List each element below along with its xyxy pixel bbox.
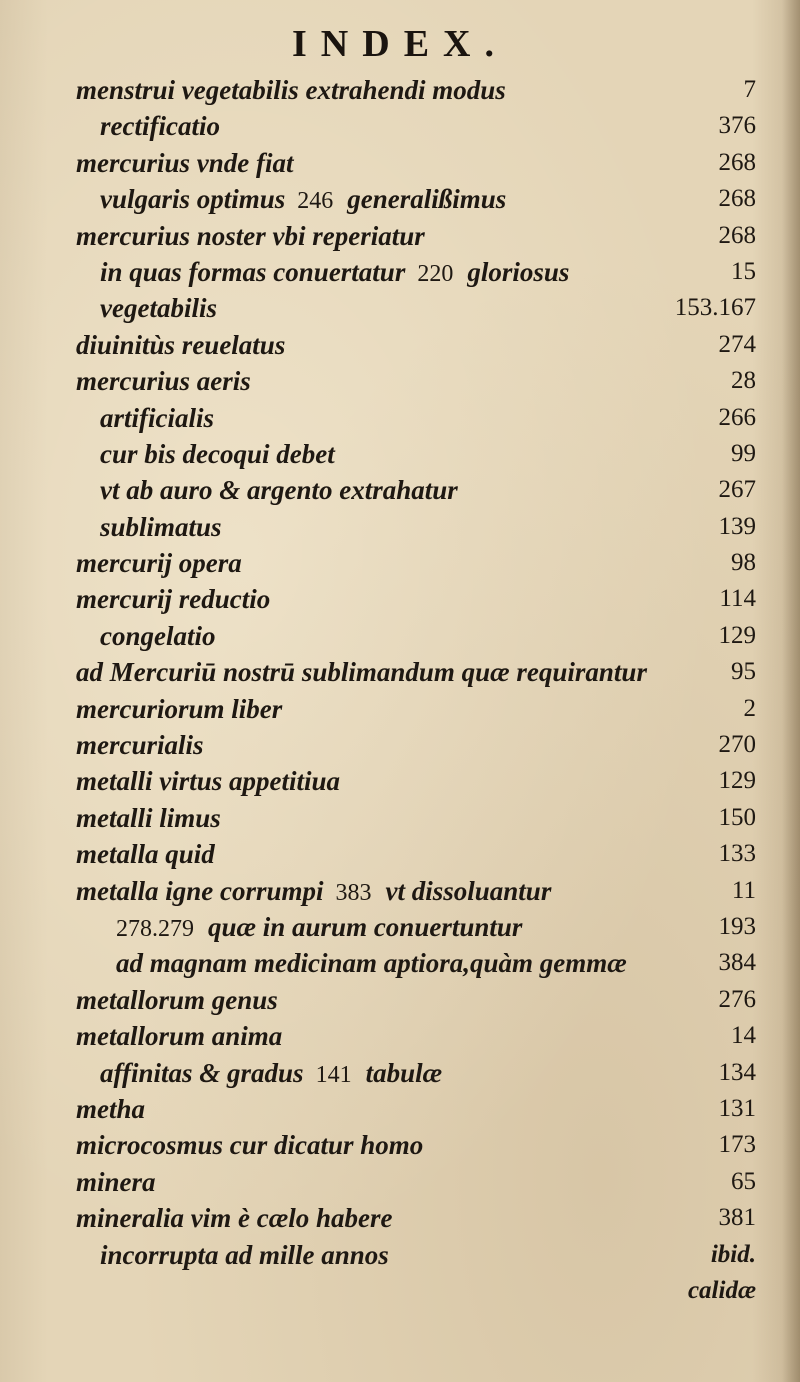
index-entry (76, 1273, 756, 1309)
entry-term (100, 1237, 389, 1273)
index-entry (76, 581, 756, 617)
entry-term (116, 909, 522, 947)
index-entry (76, 181, 756, 217)
entry-term (76, 654, 647, 690)
index-entry (76, 1200, 756, 1236)
entry-page-number: 270 (718, 731, 756, 759)
entry-page-number: 139 (718, 512, 756, 540)
index-entry (76, 145, 756, 181)
entry-inline-number: 141 (315, 1061, 352, 1088)
index-entry (76, 254, 756, 290)
entry-term-text: metalla igne corrumpi (76, 875, 324, 906)
entry-term (100, 108, 220, 144)
entry-term (76, 363, 251, 399)
entry-inline-number: 246 (297, 188, 334, 215)
entry-term-text: vegetabilis (100, 293, 217, 324)
entry-term-text: ad Mercuriū nostrū sublimandum quæ requirantur (76, 657, 647, 688)
entry-term (76, 727, 204, 763)
index-entry (76, 400, 756, 436)
entry-page-number: 133 (718, 840, 756, 868)
entry-page-number: 153.167 (674, 294, 756, 322)
entry-page-number: 14 (731, 1022, 756, 1050)
entry-page-number: 134 (718, 1058, 756, 1086)
index-entry (76, 363, 756, 399)
entry-page-number: 150 (718, 803, 756, 831)
index-entry (76, 72, 756, 108)
entry-term (100, 436, 335, 472)
index-entry (76, 691, 756, 727)
entry-term-text: microcosmus cur dicatur homo (76, 1130, 424, 1161)
entry-page-number: 11 (731, 876, 756, 904)
entry-term-text: metallorum genus (76, 984, 278, 1015)
entry-term-text: mercurius noster vbi reperiatur (76, 220, 425, 251)
index-entry (76, 945, 756, 981)
index-entry (76, 472, 756, 508)
index-entry (76, 108, 756, 144)
entry-term (100, 472, 458, 508)
index-entry (76, 909, 756, 945)
entry-page-number: 129 (718, 767, 756, 795)
entry-term (76, 218, 425, 254)
entry-page-number: 2 (743, 694, 756, 722)
entry-term (76, 1091, 145, 1127)
entry-page-number: calidæ (687, 1276, 756, 1304)
index-entry (76, 1018, 756, 1054)
entry-term (76, 581, 270, 617)
entry-page-number: 193 (718, 912, 756, 940)
entry-page-number: 268 (718, 221, 756, 249)
entry-term-text: metha (76, 1093, 146, 1124)
entry-page-number: 15 (731, 257, 756, 285)
entry-term-text: mercurialis (76, 730, 204, 761)
entry-page-number: 376 (718, 112, 756, 140)
entry-term (76, 873, 551, 911)
entry-subterm: tabulæ (365, 1057, 443, 1088)
entry-term-text: metalla quid (76, 839, 215, 870)
entry-page-number: 173 (718, 1131, 756, 1159)
entry-term-text: minera (76, 1166, 156, 1197)
entry-page-number: 274 (718, 330, 756, 358)
index-entry (76, 618, 756, 654)
entry-page-number: 268 (718, 185, 756, 213)
entry-term (76, 1127, 423, 1163)
entry-term (100, 1055, 442, 1093)
entry-page-number: ibid. (710, 1240, 756, 1268)
entry-page-number: 131 (718, 1094, 756, 1122)
entry-term-text: in quas formas conuertatur (100, 256, 406, 287)
entry-term-text: rectificatio (100, 111, 220, 142)
index-entry (76, 873, 756, 909)
index-entry (76, 1091, 756, 1127)
entry-term-text: mercurius aeris (76, 366, 251, 397)
index-entry (76, 509, 756, 545)
entry-term (76, 691, 282, 727)
entry-page-number: 99 (731, 439, 756, 467)
entry-term (76, 1018, 282, 1054)
index-entry (76, 800, 756, 836)
entry-subterm: vt dissoluantur (385, 875, 552, 906)
entry-term-text: vulgaris optimus (100, 184, 286, 215)
entry-term-text: metallorum anima (76, 1021, 283, 1052)
entry-page-number: 114 (719, 585, 756, 613)
index-entry (76, 327, 756, 363)
entry-term-text: mercurius vnde fiat (76, 147, 294, 178)
entry-term-text: mineralia vim è cælo habere (76, 1203, 393, 1234)
index-entry (76, 654, 756, 690)
entry-page-number: 276 (718, 985, 756, 1013)
entry-term (76, 800, 221, 836)
index-entry (76, 727, 756, 763)
index-entries (76, 72, 756, 1309)
entry-term (76, 1164, 156, 1200)
entry-page-number: 384 (718, 949, 756, 977)
entry-term-text: congelatio (100, 620, 216, 651)
entry-page-number: 129 (718, 621, 756, 649)
entry-term (76, 545, 242, 581)
entry-term-text: sublimatus (100, 511, 222, 542)
index-entry (76, 1055, 756, 1091)
entry-page-number: 28 (731, 367, 756, 395)
entry-term (100, 400, 214, 436)
entry-term-text: menstrui vegetabilis extrahendi modus (76, 75, 506, 105)
entry-term-text: metalli limus (76, 802, 221, 833)
page-edge-shadow (782, 0, 800, 1382)
entry-term (76, 327, 285, 363)
entry-term (76, 982, 278, 1018)
index-entry (76, 982, 756, 1018)
entry-term-text: vt ab auro & argento extrahatur (100, 475, 458, 506)
entry-subterm: quæ in aurum conuertuntur (208, 911, 523, 942)
index-entry (76, 763, 756, 799)
entry-page-number: 7 (743, 76, 756, 103)
entry-subterm: generalißimus (347, 184, 507, 215)
index-entry (76, 290, 756, 326)
entry-inline-number: 383 (335, 879, 372, 906)
index-entry (76, 836, 756, 872)
entry-term (76, 145, 294, 181)
index-entry (76, 1164, 756, 1200)
index-entry (76, 436, 756, 472)
entry-page-number: 267 (718, 476, 756, 504)
index-entry (76, 218, 756, 254)
entry-subterm: gloriosus (467, 256, 570, 287)
entry-term (76, 1200, 392, 1236)
index-entry (76, 1127, 756, 1163)
entry-term-text: mercurij opera (76, 548, 242, 579)
entry-page-number: 98 (731, 549, 756, 577)
entry-lead-number: 278.279 (116, 915, 194, 942)
index-entry (76, 545, 756, 581)
entry-term-text: mercuriorum liber (76, 693, 283, 724)
entry-term (100, 181, 506, 219)
entry-term (76, 836, 215, 872)
entry-term-text: metalli virtus appetitiua (76, 766, 341, 797)
entry-term-text: diuinitùs reuelatus (76, 329, 286, 360)
index-entry (76, 1237, 756, 1273)
entry-term-text: ad magnam medicinam aptiora,quàm gemmæ (116, 948, 627, 979)
entry-page-number: 266 (718, 403, 756, 431)
entry-page-number: 65 (731, 1167, 756, 1195)
entry-page-number: 268 (718, 148, 756, 176)
entry-term (100, 509, 222, 545)
page-header: INDEX. (292, 23, 508, 65)
entry-term (76, 72, 506, 108)
entry-term-text: cur bis decoqui debet (100, 438, 335, 469)
entry-page-number: 95 (731, 658, 756, 686)
entry-term-text: mercurij reductio (76, 584, 271, 615)
entry-page-number: 381 (718, 1204, 756, 1232)
entry-term-text: artificialis (100, 402, 214, 433)
entry-term (100, 618, 216, 654)
entry-term (100, 254, 569, 292)
entry-term-text: affinitas & gradus (100, 1057, 304, 1088)
entry-term (116, 945, 627, 981)
entry-inline-number: 220 (417, 260, 454, 287)
entry-term-text: incorrupta ad mille annos (100, 1239, 389, 1270)
entry-term (76, 763, 340, 799)
entry-term (100, 290, 217, 326)
